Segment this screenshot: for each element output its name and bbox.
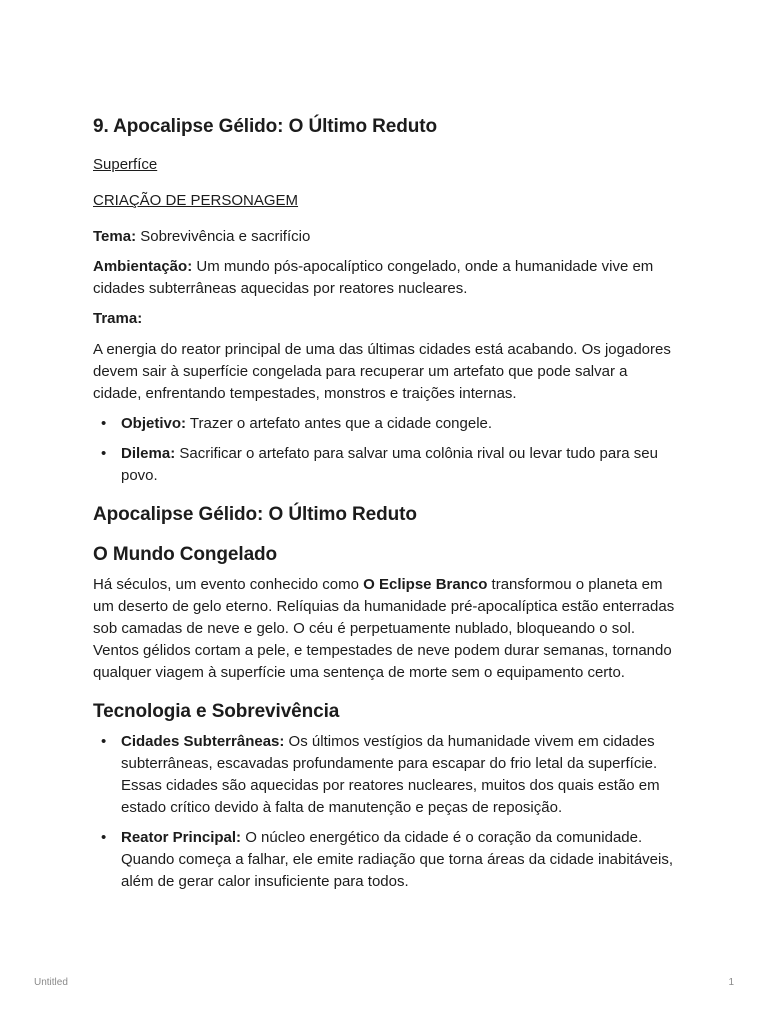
document-body (93, 113, 678, 893)
bullet-icon: • (101, 415, 107, 432)
section-heading-mundo: O Mundo Congelado (93, 544, 278, 565)
list-item-label: Dilema: (121, 445, 176, 462)
objetivo-dilema-list (93, 413, 678, 487)
mundo-text-before: Há séculos, um evento conhecido como (93, 576, 364, 593)
list-item (93, 731, 678, 819)
tema-text: Sobrevivência e sacrifício (136, 228, 311, 245)
footer-page-number: 1 (728, 977, 734, 988)
eclipse-branco-term: O Eclipse Branco (363, 576, 488, 593)
section-heading-apocalipse: Apocalipse Gélido: O Último Reduto (93, 504, 417, 525)
list-item (93, 443, 678, 487)
footer-document-name: Untitled (34, 977, 68, 988)
mundo-text-after: transformou o planeta em um deserto de gelo eterno. Relíquias da humanidade pré-apocalíptica estão enterradas sob camadas de neve e gelo. O céu é perpetuamente nublado, bloqueando o sol. Ventos gélidos cortam a pele, e tempestades de neve podem durar semanas, tornando qualquer viagem à superfície uma sentença de morte sem o equipamento certo. (93, 576, 675, 681)
bullet-icon: • (101, 829, 107, 846)
superficie-link[interactable]: Superfíce (93, 156, 158, 173)
bullet-icon: • (101, 445, 107, 462)
list-item-label: Cidades Subterrâneas: (121, 733, 285, 750)
list-item (93, 413, 678, 435)
ambientacao-label: Ambientação: (93, 258, 193, 275)
ambientacao-text: Um mundo pós-apocalíptico congelado, onde a humanidade vive em cidades subterrâneas aquecidas por reatores nucleares. (93, 258, 654, 297)
section-heading-tecnologia: Tecnologia e Sobrevivência (93, 701, 340, 722)
tema-paragraph (93, 226, 678, 248)
tecnologia-list (93, 731, 678, 893)
list-item-label: Objetivo: (121, 415, 187, 432)
list-item-text: Trazer o artefato antes que a cidade congele. (186, 415, 493, 432)
list-item-label: Reator Principal: (121, 829, 242, 846)
mundo-paragraph (93, 574, 678, 684)
list-item-text: Os últimos vestígios da humanidade vivem em cidades subterrâneas, escavadas profundamente para escapar do frio letal da superfície. Essas cidades são aquecidas por reatores nucleares, muitos dos quais estão em estado crítico devido à falta de manutenção e peças de reposição. (121, 733, 660, 816)
trama-paragraph (93, 308, 678, 330)
tema-label: Tema: (93, 228, 137, 245)
bullet-icon: • (101, 733, 107, 750)
list-item (93, 827, 678, 893)
trama-label: Trama: (93, 310, 143, 327)
document-title: 9. Apocalipse Gélido: O Último Reduto (93, 116, 437, 137)
ambientacao-paragraph (93, 256, 678, 300)
list-item-text: O núcleo energético da cidade é o coração da comunidade. Quando começa a falhar, ele emite radiação que torna áreas da cidade inabitáveis, além de gerar calor insuficiente para todos. (121, 829, 674, 890)
list-item-text: Sacrificar o artefato para salvar uma colônia rival ou levar tudo para seu povo. (121, 445, 658, 484)
trama-text: A energia do reator principal de uma das últimas cidades está acabando. Os jogadores devem sair à superfície congelada para recuperar um artefato que pode salvar a cidade, enfrentando tempestades, monstros e traições internas. (93, 341, 671, 402)
criacao-personagem-link[interactable]: CRIAÇÃO DE PERSONAGEM (93, 192, 299, 209)
